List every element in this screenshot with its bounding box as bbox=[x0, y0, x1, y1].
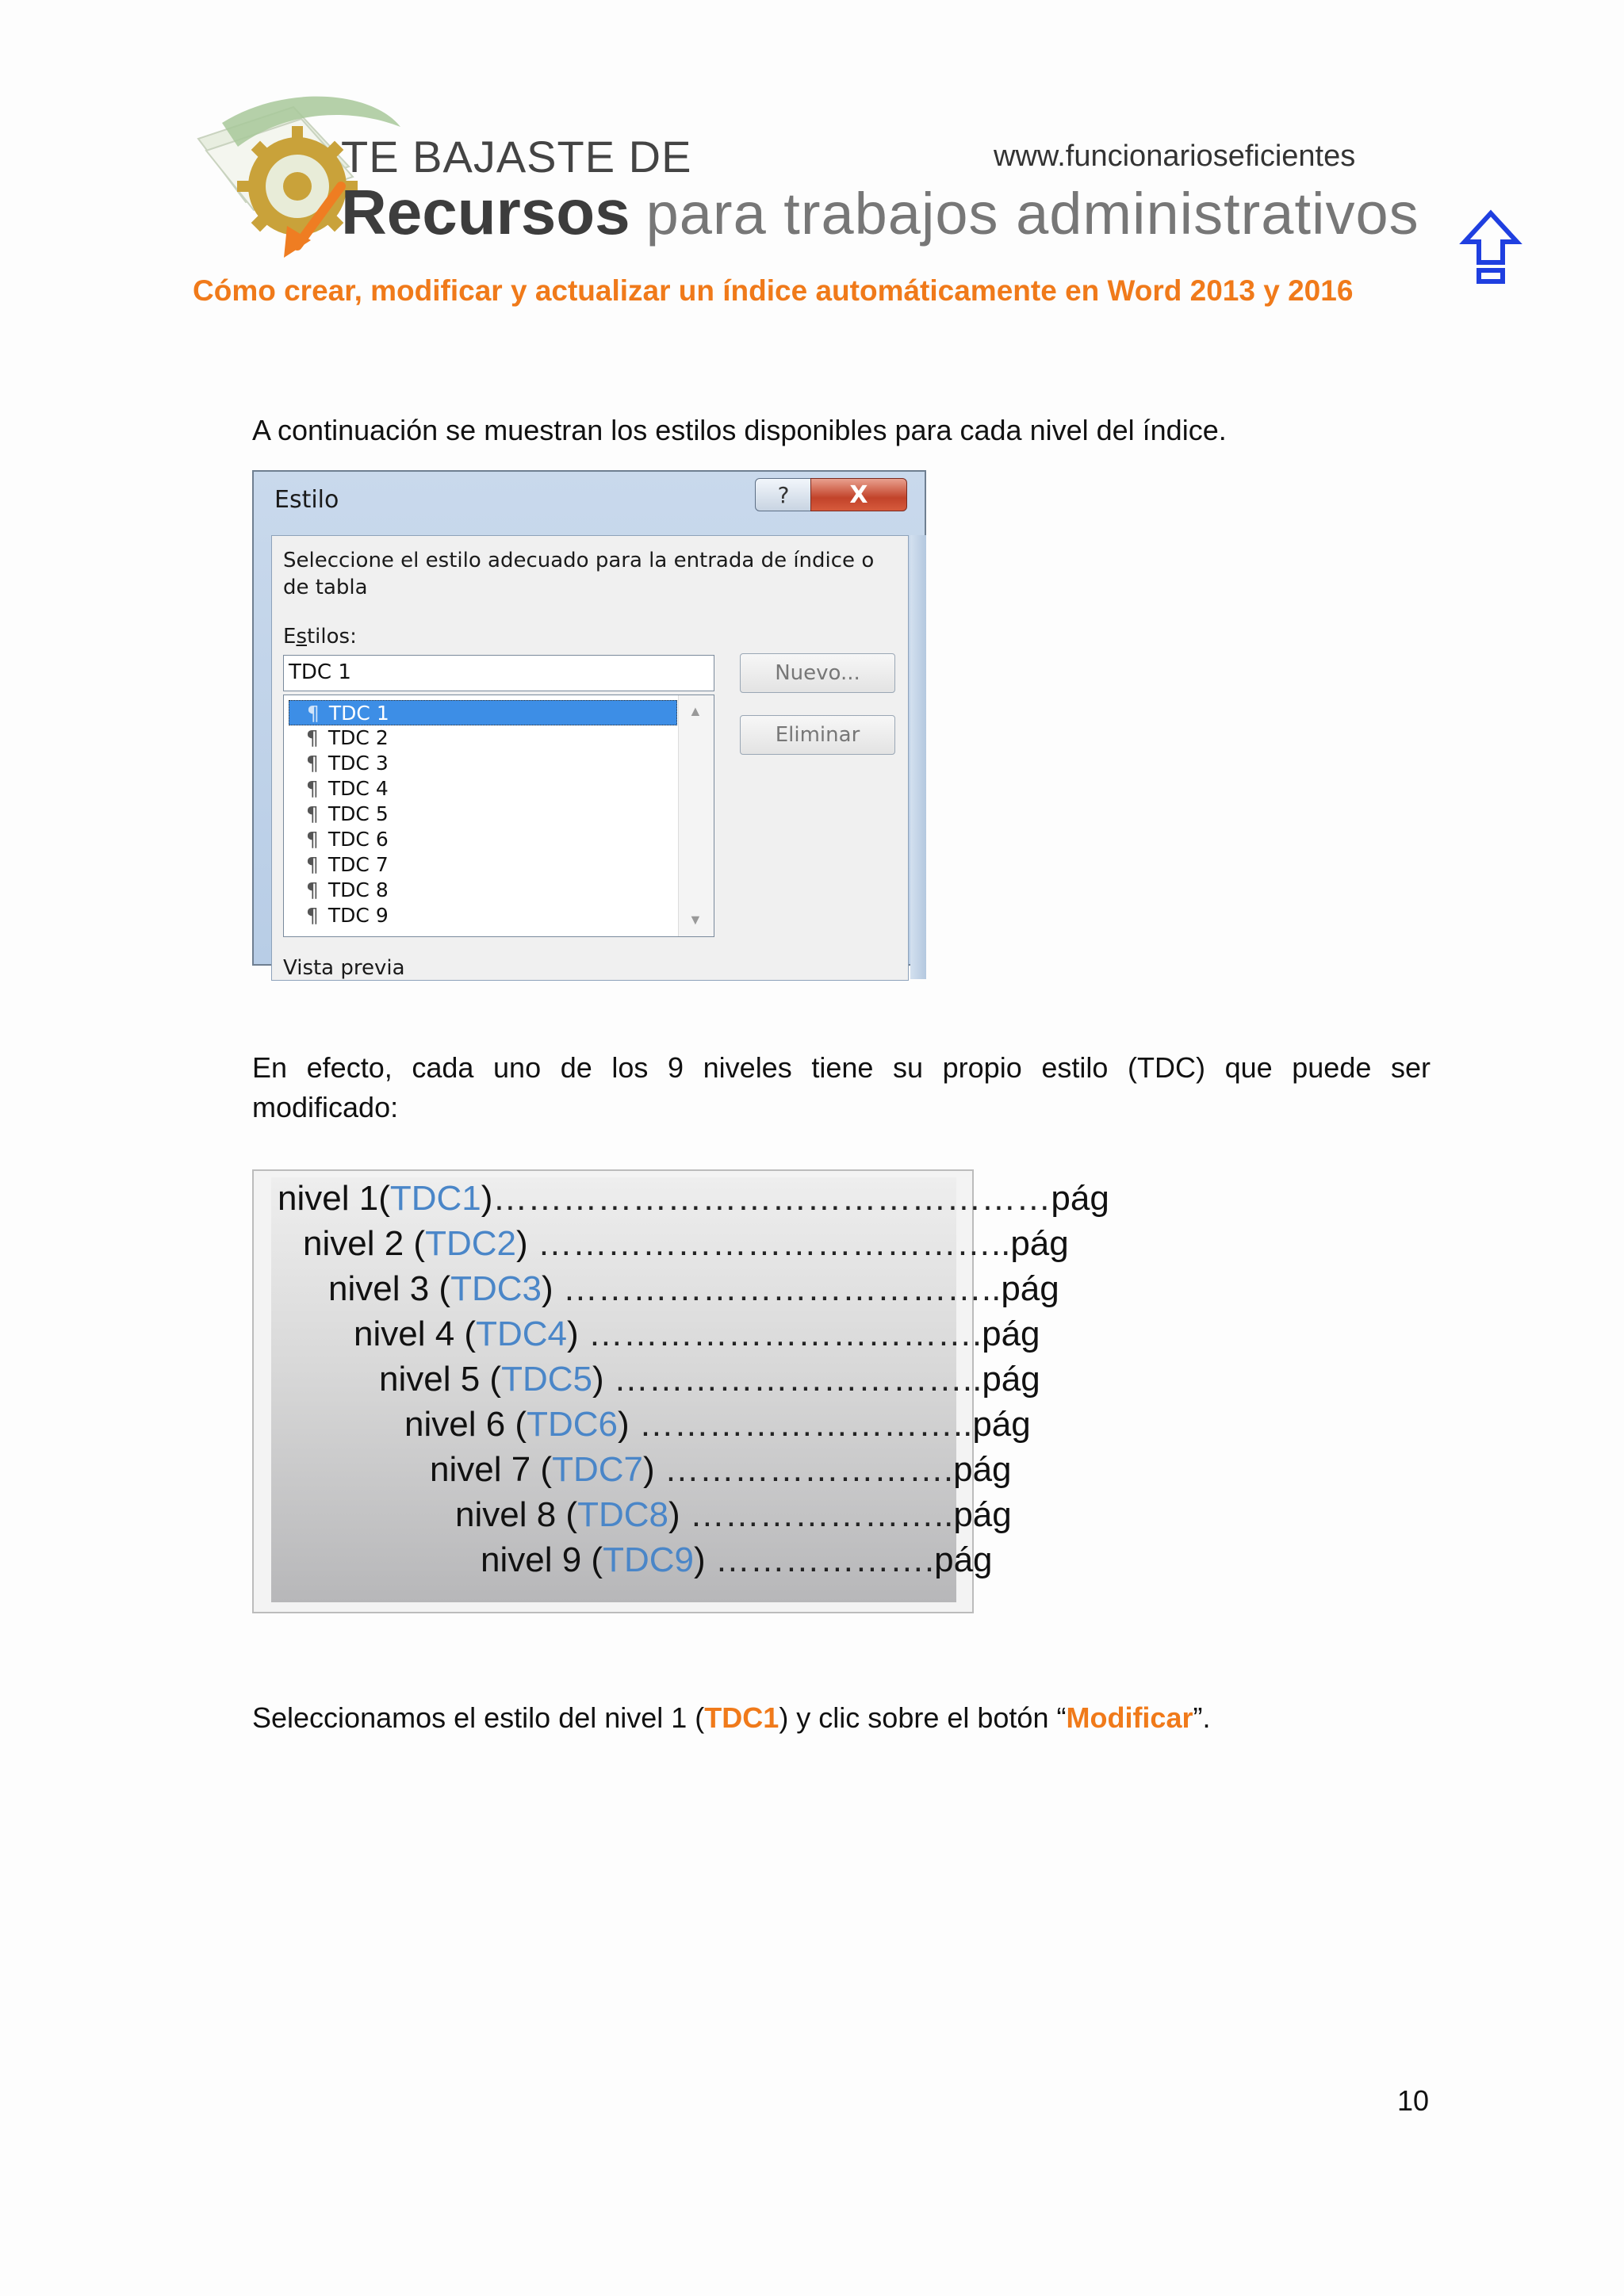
toc-levels-panel bbox=[271, 1177, 1109, 1602]
toc-level-row: nivel 2 (TDC2) …………………………………..pág bbox=[303, 1224, 1069, 1263]
close-button[interactable] bbox=[810, 478, 907, 511]
style-list-item[interactable]: ¶ TDC 8 bbox=[306, 878, 389, 901]
toc-levels-figure bbox=[252, 1169, 1109, 1613]
pilcrow-icon: ¶ bbox=[306, 878, 319, 901]
toc-level-row: nivel 5 (TDC5) …………………………..pág bbox=[379, 1360, 1040, 1399]
levels-paragraph-line1: En efecto, cada uno de los 9 niveles tiene su propio estilo (TDC) que puede ser bbox=[252, 1051, 1431, 1084]
estilo-dialog-screenshot bbox=[252, 470, 926, 980]
page-number: 10 bbox=[1397, 2084, 1430, 2117]
toc-level-row: nivel 8 (TDC8) …………………..pág bbox=[455, 1495, 1012, 1534]
style-list-item[interactable]: ¶ TDC 7 bbox=[306, 853, 389, 876]
styles-label: Estilos: bbox=[283, 625, 357, 649]
brand-bold-word: Recursos bbox=[341, 177, 630, 247]
pilcrow-icon: ¶ bbox=[306, 904, 319, 927]
help-button[interactable] bbox=[755, 478, 812, 511]
toc-level-row: nivel 7 (TDC7) …………………….pág bbox=[430, 1450, 1012, 1489]
dialog-body bbox=[271, 535, 909, 981]
site-url: www.funcionarioseficientes bbox=[994, 140, 1356, 173]
dialog-frame-edge bbox=[910, 535, 926, 979]
dialog-instructions: Seleccione el estilo adecuado para la entrada de índice o de tabla bbox=[283, 549, 875, 599]
tdc1-highlight: TDC1 bbox=[704, 1701, 779, 1734]
style-list-item[interactable]: ¶ TDC 3 bbox=[306, 752, 389, 775]
list-scrollbar[interactable] bbox=[678, 695, 714, 936]
style-list[interactable] bbox=[283, 695, 714, 937]
up-arrow-icon[interactable] bbox=[1461, 210, 1520, 286]
pilcrow-icon: ¶ bbox=[306, 853, 319, 876]
modificar-highlight: Modificar bbox=[1066, 1701, 1193, 1734]
brand-title-line1: TE BAJASTE DE bbox=[341, 132, 692, 182]
final-paragraph: Seleccionamos el estilo del nivel 1 (TDC1) y clic sobre el botón “Modificar”. bbox=[252, 1701, 1211, 1734]
scroll-up-icon[interactable]: ▲ bbox=[688, 703, 703, 719]
intro-paragraph: A continuación se muestran los estilos disponibles para cada nivel del índice. bbox=[252, 414, 1227, 446]
toc-level-row: nivel 6 (TDC6) ………………………..pág bbox=[404, 1405, 1031, 1444]
style-list-item[interactable]: ¶ TDC 9 bbox=[306, 904, 389, 927]
style-list-item[interactable]: ¶ TDC 6 bbox=[306, 828, 389, 851]
pilcrow-icon: ¶ bbox=[306, 802, 319, 825]
document-title: Cómo crear, modificar y actualizar un índice automáticamente en Word 2013 y 2016 bbox=[193, 274, 1354, 307]
preview-label: Vista previa bbox=[283, 956, 405, 980]
new-style-button[interactable]: Nuevo... bbox=[740, 653, 895, 693]
toc-level-row: nivel 1(TDC1)…………………………………………pág bbox=[278, 1179, 1109, 1218]
scroll-down-icon[interactable]: ▼ bbox=[688, 912, 703, 928]
pilcrow-icon: ¶ bbox=[307, 702, 320, 725]
dialog-title: Estilo bbox=[274, 486, 339, 514]
help-icon: ? bbox=[777, 481, 790, 508]
levels-paragraph-line2: modificado: bbox=[252, 1091, 399, 1123]
close-icon: X bbox=[849, 480, 868, 509]
style-list-item[interactable]: ¶ TDC 4 bbox=[306, 777, 389, 800]
delete-style-button[interactable]: Eliminar bbox=[740, 715, 895, 755]
toc-level-row: nivel 3 (TDC3) ………………………………..pág bbox=[328, 1269, 1059, 1308]
pilcrow-icon: ¶ bbox=[306, 828, 319, 851]
pilcrow-icon: ¶ bbox=[306, 726, 319, 749]
style-list-item[interactable]: ¶ TDC 2 bbox=[306, 726, 389, 749]
style-input[interactable]: TDC 1 bbox=[283, 655, 714, 691]
brand-subtitle: para trabajos administrativos bbox=[645, 181, 1419, 247]
toc-level-row: nivel 4 (TDC4) …………………………….pág bbox=[354, 1314, 1040, 1353]
pilcrow-icon: ¶ bbox=[306, 777, 319, 800]
style-list-item[interactable]: ¶ TDC 5 bbox=[306, 802, 389, 825]
style-list-item[interactable]: ¶ TDC 1 bbox=[289, 700, 677, 725]
toc-level-row: nivel 9 (TDC9) ……………….pág bbox=[481, 1540, 993, 1579]
brand-title-line2 bbox=[341, 176, 1419, 249]
pilcrow-icon: ¶ bbox=[306, 752, 319, 775]
